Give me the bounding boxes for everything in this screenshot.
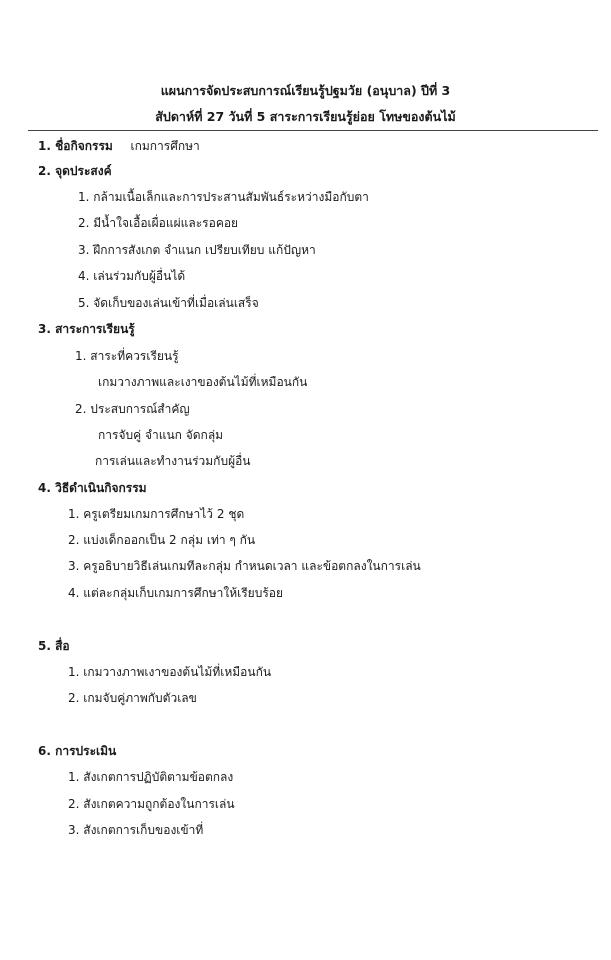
document-title: แผนการจัดประสบการณ์เรียนรู้ปฐมวัย (อนุบาล) ปีที่ 3 (160, 83, 451, 98)
procedure-item: 4. แต่ละกลุ่มเก็บเกมการศึกษาให้เรียบร้อย (68, 586, 284, 600)
procedure-item: 3. ครูอธิบายวิธีเล่นเกมทีละกลุ่ม กำหนดเวลา และข้อตกลงในการเล่น (68, 559, 421, 573)
procedure-item: 1. ครูเตรียมเกมการศึกษาไว้ 2 ชุด (68, 507, 245, 521)
document-subtitle: สัปดาห์ที่ 27 วันที่ 5 สาระการเรียนรู้ย่อย โทษของต้นไม้ (155, 109, 456, 124)
objective-item: 4. เล่นร่วมกับผู้อื่นได้ (78, 269, 186, 283)
content-text-1: เกมวางภาพและเงาของต้นไม้ที่เหมือนกัน (98, 375, 308, 389)
objective-item: 2. มีน้ำใจเอื้อเผื่อแผ่และรอคอย (78, 216, 239, 230)
media-heading: 5. สื่อ (38, 639, 70, 653)
header-divider (28, 130, 598, 131)
objective-item: 1. กล้ามเนื้อเล็กและการประสานสัมพันธ์ระหว่างมือกับตา (78, 190, 369, 204)
content-subheading-1: 1. สาระที่ควรเรียนรู้ (75, 349, 179, 363)
procedure-heading: 4. วิธีดำเนินกิจกรรม (38, 481, 147, 495)
objectives-heading: 2. จุดประสงค์ (38, 164, 112, 178)
objective-item: 5. จัดเก็บของเล่นเข้าที่เมื่อเล่นเสร็จ (78, 296, 259, 310)
evaluation-item: 2. สังเกตความถูกต้องในการเล่น (68, 797, 235, 811)
objective-item: 3. ฝึกการสังเกต จำแนก เปรียบเทียบ แก้ปัญหา (78, 243, 316, 257)
activity-heading: 1. ชื่อกิจกรรม (38, 139, 113, 153)
procedure-item: 2. แบ่งเด็กออกเป็น 2 กลุ่ม เท่า ๆ กัน (68, 533, 256, 547)
activity-row (38, 138, 200, 154)
content-subheading-2: 2. ประสบการณ์สำคัญ (75, 402, 190, 416)
media-item: 2. เกมจับคู่ภาพกับตัวเลข (68, 691, 197, 705)
content-text-2: การจับคู่ จำแนก จัดกลุ่ม (98, 428, 224, 442)
content-heading: 3. สาระการเรียนรู้ (38, 322, 135, 336)
evaluation-heading: 6. การประเมิน (38, 744, 117, 758)
evaluation-item: 3. สังเกตการเก็บของเข้าที่ (68, 823, 204, 837)
evaluation-item: 1. สังเกตการปฏิบัติตามข้อตกลง (68, 770, 234, 784)
content-text-3: การเล่นและทำงานร่วมกับผู้อื่น (95, 454, 251, 468)
activity-value: เกมการศึกษา (130, 139, 200, 153)
media-item: 1. เกมวางภาพเงาของต้นไม้ที่เหมือนกัน (68, 665, 272, 679)
